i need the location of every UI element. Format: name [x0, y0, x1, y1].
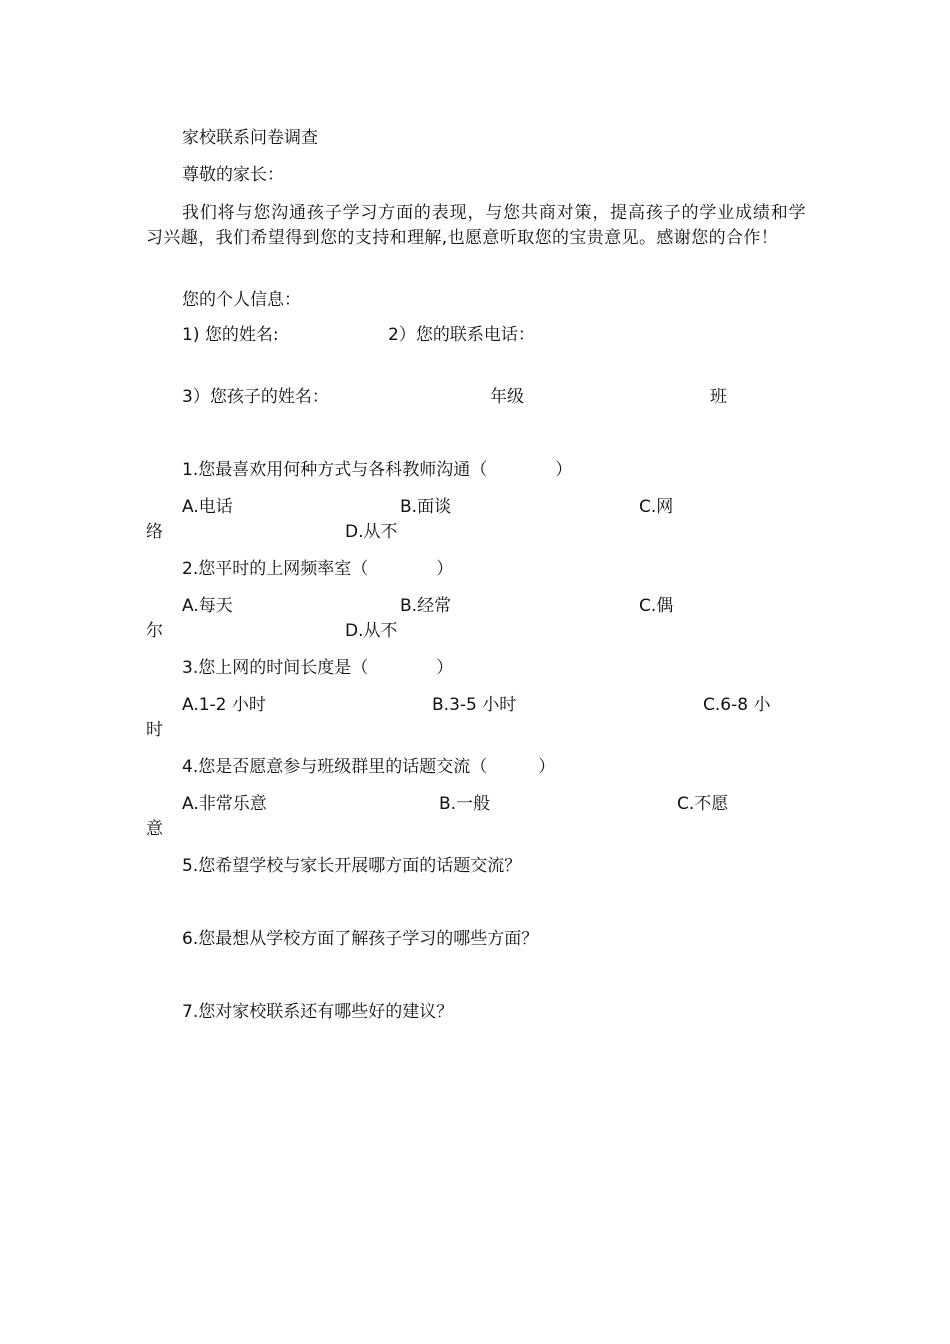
q4-option-c: C.不愿	[677, 794, 729, 814]
personal-info-heading: 您的个人信息：	[182, 290, 301, 310]
q3-option-a: A.1-2 小时	[182, 695, 266, 715]
child-name-label: 3）您孩子的姓名：	[182, 387, 329, 407]
question-6: 6.您最想从学校方面了解孩子学习的哪些方面？	[182, 929, 539, 949]
q1-option-b: B.面谈	[400, 497, 452, 517]
page-title: 家校联系问卷调查	[182, 128, 318, 148]
question-4: 4.您是否愿意参与班级群里的话题交流（ ）	[182, 757, 556, 777]
q3-option-c: C.6-8 小	[703, 695, 771, 715]
q2-option-a: A.每天	[182, 596, 233, 616]
q4-option-c-wrap: 意	[146, 819, 163, 839]
question-3: 3.您上网的时间长度是（ ）	[182, 658, 454, 678]
q1-option-c: C.网	[639, 497, 674, 517]
q2-option-c: C.偶	[639, 596, 674, 616]
question-1: 1.您最喜欢用何种方式与各科教师沟通（ ）	[182, 460, 573, 480]
q2-option-b: B.经常	[400, 596, 452, 616]
greeting: 尊敬的家长：	[182, 165, 284, 185]
phone-label: 2）您的联系电话：	[388, 325, 535, 345]
q2-option-d: D.从不	[345, 621, 398, 641]
grade-label: 年级	[490, 387, 524, 407]
q2-option-c-wrap: 尔	[146, 621, 163, 641]
q4-option-a: A.非常乐意	[182, 794, 267, 814]
q3-option-b: B.3-5 小时	[432, 695, 517, 715]
question-2: 2.您平时的上网频率室（ ）	[182, 559, 454, 579]
q4-option-b: B.一般	[439, 794, 491, 814]
q1-option-d: D.从不	[345, 522, 398, 542]
question-5: 5.您希望学校与家长开展哪方面的话题交流？	[182, 856, 522, 876]
class-label: 班	[710, 387, 727, 407]
q1-option-a: A.电话	[182, 497, 233, 517]
q3-option-c-wrap: 时	[146, 720, 163, 740]
name-label: 1) 您的姓名:	[182, 325, 279, 345]
intro-paragraph: 我们将与您沟通孩子学习方面的表现，与您共商对策，提高孩子的学业成绩和学习兴趣，我们希望得到您的支持和理解,也愿意听取您的宝贵意见。感谢您的合作！	[146, 203, 806, 248]
question-7: 7.您对家校联系还有哪些好的建议？	[182, 1002, 454, 1022]
q1-option-c-wrap: 络	[146, 522, 163, 542]
